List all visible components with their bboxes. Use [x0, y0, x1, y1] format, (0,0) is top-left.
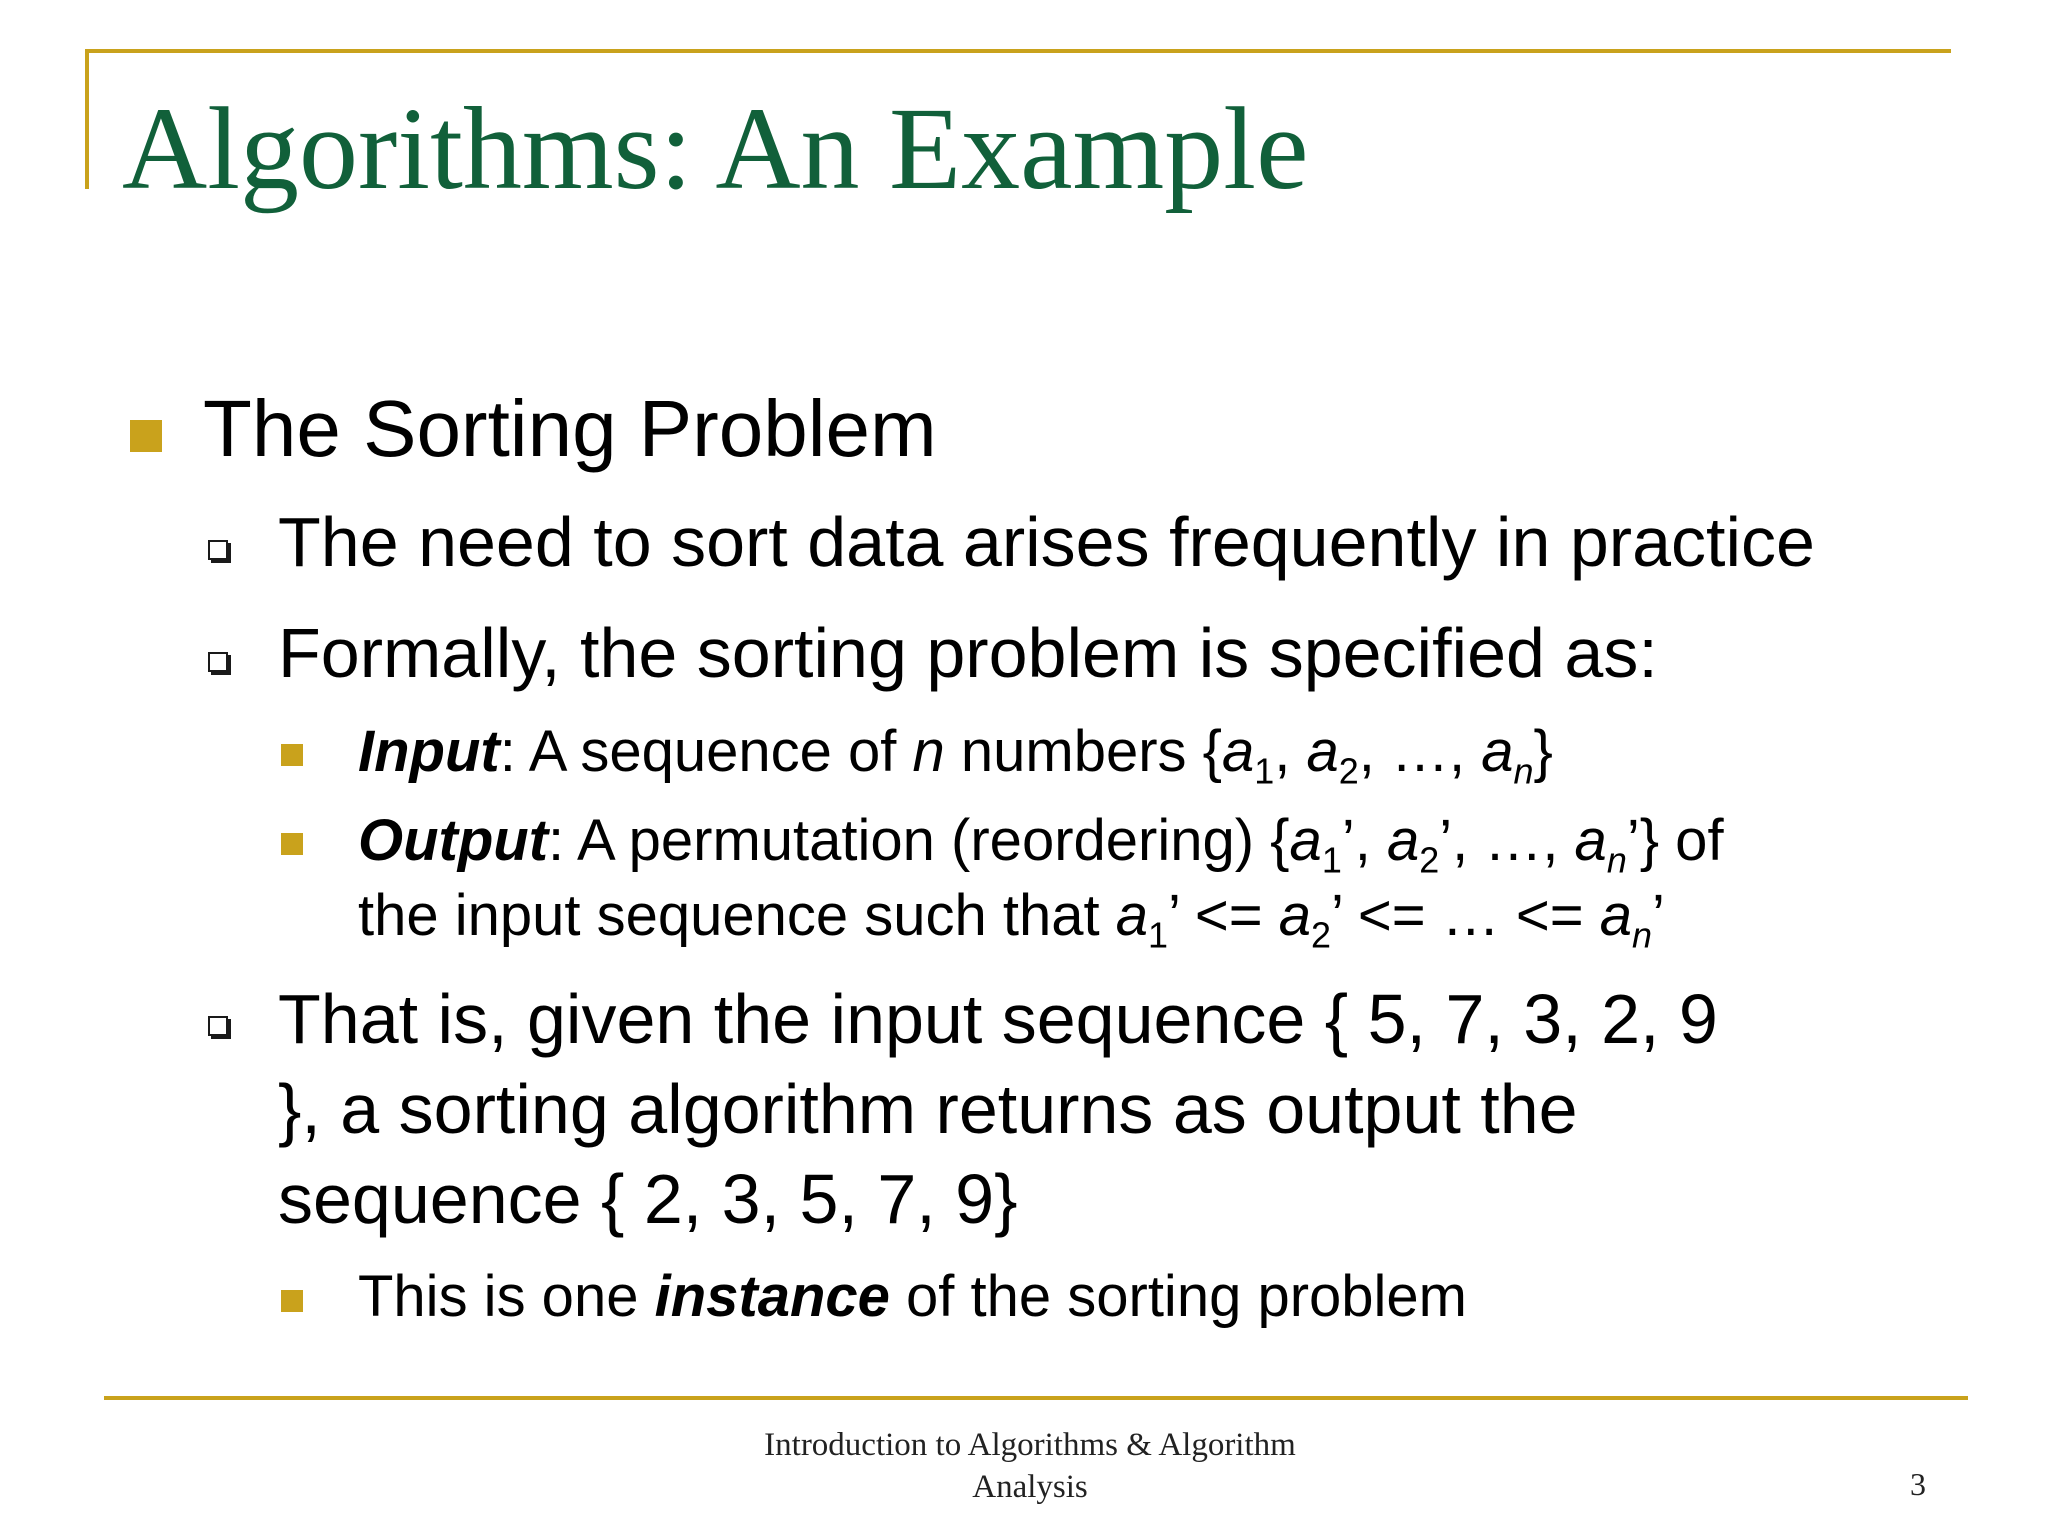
instance-text: This is one — [358, 1264, 655, 1329]
output-line-1 — [358, 803, 1724, 881]
bullet-square-icon — [130, 420, 162, 452]
bullet-square-icon — [281, 744, 303, 766]
input-a: a — [1222, 719, 1255, 784]
page-number: 3 — [1910, 1466, 1926, 1502]
bullet-square-icon — [281, 833, 303, 855]
left-rule — [85, 49, 89, 189]
subscript: 1 — [1321, 839, 1342, 881]
bullet-need-to-sort — [278, 500, 1815, 584]
output-a: a — [1289, 808, 1322, 873]
output-a: a — [1599, 883, 1632, 949]
top-rule — [85, 49, 1951, 53]
bullet-checkbox-icon — [208, 540, 228, 560]
subscript: 2 — [1311, 914, 1332, 956]
subscript: 1 — [1254, 750, 1275, 792]
instance-emphasis: instance — [654, 1264, 890, 1329]
output-text: : A permutation (reordering) { — [548, 808, 1290, 873]
bullet-output — [358, 803, 1724, 954]
bullet-formally — [278, 611, 1658, 695]
footer-line-1: Introduction to Algorithms & Algorithm — [764, 1427, 1296, 1463]
output-label: Output — [358, 808, 549, 873]
bullet-checkbox-icon — [208, 1016, 228, 1036]
bullet-that-is — [278, 974, 1718, 1244]
bullet-input — [358, 714, 1553, 792]
that-is-line-2: }, a sorting algorithm returns as output the — [278, 1070, 1578, 1148]
bullet-text: The need to sort data arises frequently in practice — [278, 503, 1815, 581]
that-is-line-1: That is, given the input sequence { 5, 7, 3, 2, 9 — [278, 980, 1718, 1058]
bullet-square-icon — [281, 1290, 303, 1312]
output-end: ’ — [1651, 883, 1665, 949]
input-close: } — [1533, 719, 1553, 784]
output-a: a — [1115, 883, 1149, 949]
subscript: 2 — [1338, 750, 1359, 792]
output-a: a — [1386, 808, 1420, 873]
output-le: ’ <= … <= — [1331, 883, 1600, 949]
subscript: 2 — [1419, 839, 1440, 881]
bullet-sorting-problem — [203, 385, 937, 473]
input-a: a — [1481, 719, 1514, 784]
subscript: n — [1631, 914, 1652, 956]
subscript: n — [1513, 750, 1534, 792]
input-label: Input — [358, 719, 500, 784]
bullet-text: Formally, the sorting problem is specified as: — [278, 614, 1658, 692]
input-n: n — [912, 719, 945, 784]
output-sep: ’, …, — [1439, 808, 1575, 873]
subscript: n — [1606, 839, 1627, 881]
footer-line-2: Analysis — [972, 1469, 1088, 1505]
input-sep: , — [1274, 719, 1307, 784]
output-text: the input sequence such that — [358, 883, 1116, 949]
bullet-instance — [358, 1259, 1467, 1334]
output-le: ’ <= — [1168, 883, 1279, 949]
instance-text: of the sorting problem — [889, 1264, 1467, 1329]
input-text: numbers { — [944, 719, 1223, 784]
output-sep: ’, — [1341, 808, 1387, 873]
output-close: ’} of — [1626, 808, 1724, 873]
input-text: : A sequence of — [499, 719, 913, 784]
input-sep: , …, — [1358, 719, 1482, 784]
input-a: a — [1306, 719, 1339, 784]
bullet-checkbox-icon — [208, 652, 228, 672]
slide-title: Algorithms: An Example — [122, 83, 1309, 214]
output-a: a — [1278, 883, 1312, 949]
subscript: 1 — [1148, 914, 1169, 956]
that-is-line-3: sequence { 2, 3, 5, 7, 9} — [278, 1160, 1018, 1238]
output-a: a — [1574, 808, 1607, 873]
bullet-text: The Sorting Problem — [203, 384, 937, 473]
output-line-2 — [358, 878, 1724, 956]
bottom-rule — [104, 1396, 1968, 1400]
slide-footer — [660, 1424, 1400, 1508]
